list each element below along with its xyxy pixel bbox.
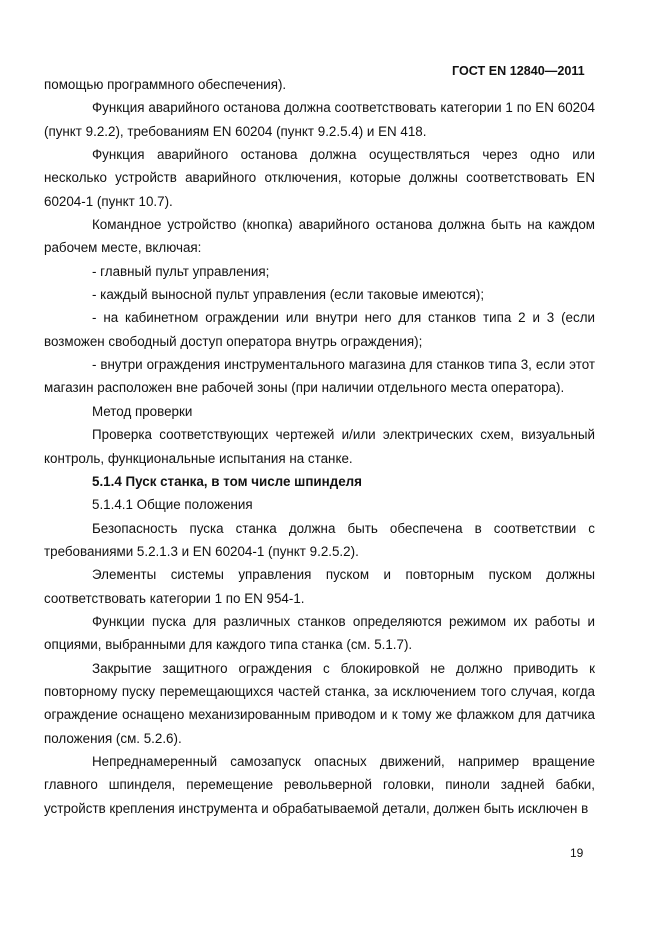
paragraph: Элементы системы управления пуском и повторным пуском должны соответствовать категории 1 по EN 954-1. — [44, 567, 595, 606]
list-item: - внутри ограждения инструментального магазина для станков типа 3, если этот магазин расположен вне рабочей зоны (при наличии отдельного места оператора). — [44, 357, 595, 396]
subsection-heading: 5.1.4.1 Общие положения — [92, 497, 253, 513]
paragraph: Непреднамеренный самозапуск опасных движений, например вращение главного шпинделя, перемещение револьверной головки, пиноли задней бабки, устройств крепления инструмента и обрабатываемой детали, должен быть исключен в — [44, 753, 595, 816]
subheading: Метод проверки — [92, 403, 193, 419]
section-heading: 5.1.4 Пуск станка, в том числе шпинделя — [92, 473, 362, 489]
paragraph: Командное устройство (кнопка) аварийного останова должна быть на каждом рабочем месте, включая: — [44, 217, 595, 256]
document-body — [44, 73, 595, 820]
paragraph: Функция аварийного останова должна осуществляться через одно или несколько устройств аварийного отключения, которые должны соответствовать EN 60204-1 (пункт 10.7). — [44, 147, 595, 209]
paragraph: Функции пуска для различных станков определяются режимом их работы и опциями, выбранными для каждого типа станка (см. 5.1.7). — [44, 613, 595, 653]
list-item: - главный пульт управления; — [92, 263, 270, 279]
page-number: 19 — [570, 846, 584, 860]
paragraph: помощью программного обеспечения). — [44, 77, 287, 92]
paragraph: Безопасность пуска станка должна быть обеспечена в соответствии с требованиями 5.2.1.3 и EN 60204-1 (пункт 9.2.5.2). — [44, 520, 595, 559]
paragraph: Проверка соответствующих чертежей и/или электрических схем, визуальный контроль, функциональные испытания на станке. — [44, 427, 595, 466]
paragraph: Закрытие защитного ограждения с блокировкой не должно приводить к повторному пуску перемещающихся частей станка, за исключением того случая, когда ограждение оснащено механизированным приводом и к тому же флажком для датчика положения (см. 5.2.6). — [44, 660, 595, 746]
document-header: ГОСТ EN 12840—2011 — [452, 64, 585, 78]
list-item: - каждый выносной пульт управления (если таковые имеются); — [92, 287, 485, 303]
list-item: - на кабинетном ограждении или внутри него для станков типа 2 и 3 (если возможен свободный доступ оператора внутрь ограждения); — [44, 310, 595, 349]
paragraph: Функция аварийного останова должна соответствовать категории 1 по EN 60204 (пункт 9.2.2), требованиям EN 60204 (пункт 9.2.5.4) и EN 418. — [44, 100, 595, 139]
